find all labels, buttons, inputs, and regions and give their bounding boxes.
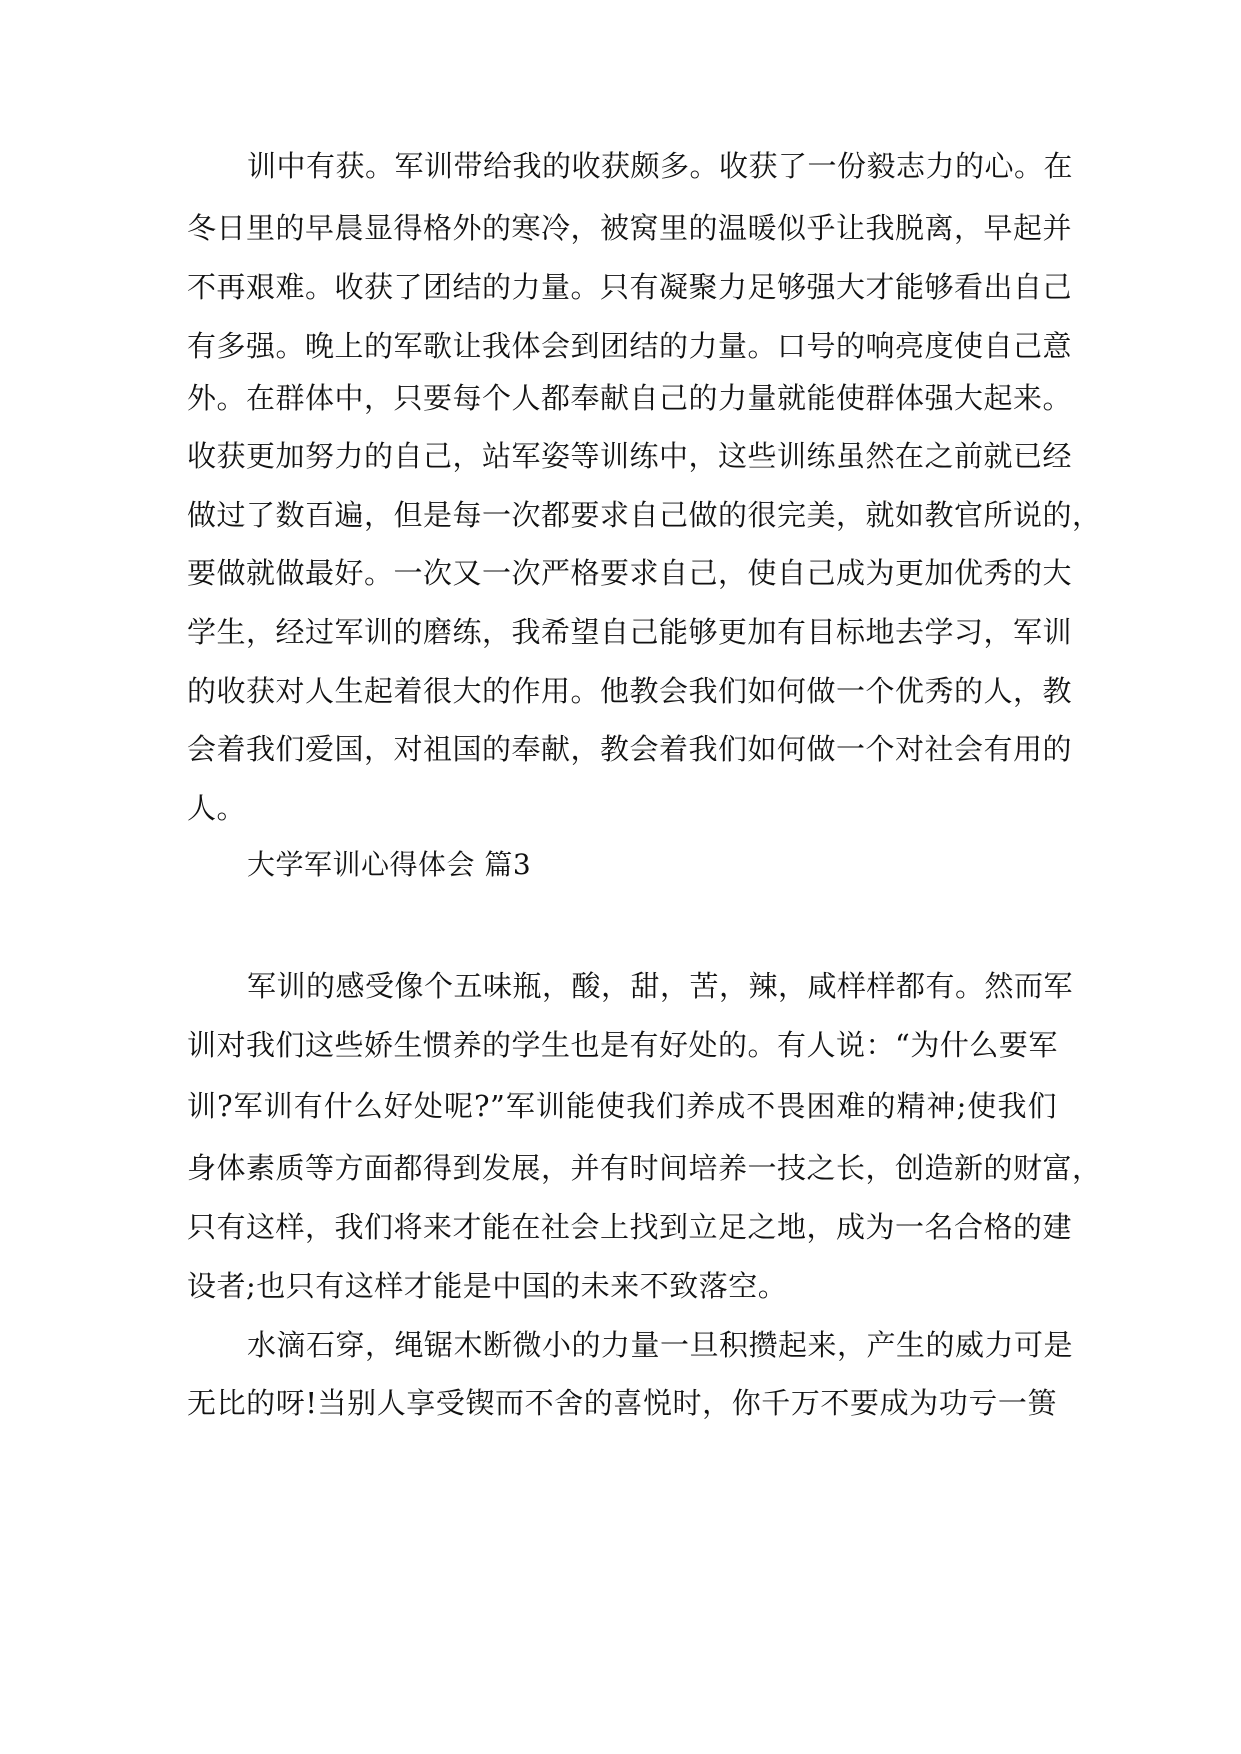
paragraph-line: 学生，经过军训的磨练，我希望自己能够更加有目标地去学习，军训 xyxy=(187,615,1073,649)
paragraph-line: 训中有获。军训带给我的收获颇多。收获了一份毅志力的心。在 xyxy=(247,149,1074,183)
paragraph-line: 训?军训有什么好处呢?”军训能使我们养成不畏困难的精神;使我们 xyxy=(187,1089,1057,1123)
paragraph-line: 要做就做最好。一次又一次严格要求自己，使自己成为更加优秀的大 xyxy=(187,556,1073,590)
paragraph-line: 军训的感受像个五味瓶，酸，甜，苦，辣，咸样样都有。然而军 xyxy=(247,969,1074,1003)
paragraph-line: 人。 xyxy=(187,791,247,825)
paragraph-line: 只有这样，我们将来才能在社会上找到立足之地，成为一名合格的建 xyxy=(187,1210,1073,1244)
paragraph-line: 的收获对人生起着很大的作用。他教会我们如何做一个优秀的人，教 xyxy=(187,674,1073,708)
paragraph-line: 水滴石穿，绳锯木断微小的力量一旦积攒起来，产生的威力可是 xyxy=(247,1328,1074,1362)
paragraph-line: 做过了数百遍，但是每一次都要求自己做的很完美，就如教官所说的， xyxy=(187,498,1102,532)
paragraph-line: 会着我们爱国，对祖国的奉献，教会着我们如何做一个对社会有用的 xyxy=(187,732,1073,766)
section-heading: 大学军训心得体会 篇3 xyxy=(247,848,532,881)
paragraph-line: 不再艰难。收获了团结的力量。只有凝聚力足够强大才能够看出自己 xyxy=(187,270,1073,304)
paragraph-line: 设者;也只有这样才能是中国的未来不致落空。 xyxy=(187,1269,788,1303)
paragraph-line: 训对我们这些娇生惯养的学生也是有好处的。有人说：“为什么要军 xyxy=(187,1028,1058,1062)
paragraph-line: 外。在群体中，只要每个人都奉献自己的力量就能使群体强大起来。 xyxy=(187,381,1073,415)
paragraph-line: 收获更加努力的自己，站军姿等训练中，这些训练虽然在之前就已经 xyxy=(187,439,1073,473)
paragraph-line: 身体素质等方面都得到发展，并有时间培养一技之长，创造新的财富， xyxy=(187,1151,1102,1185)
paragraph-line: 有多强。晚上的军歌让我体会到团结的力量。口号的响亮度使自己意 xyxy=(187,329,1073,363)
paragraph-line: 无比的呀!当别人享受锲而不舍的喜悦时，你千万不要成为功亏一篑 xyxy=(187,1386,1057,1420)
paragraph-line: 冬日里的早晨显得格外的寒冷，被窝里的温暖似乎让我脱离，早起并 xyxy=(187,211,1073,245)
